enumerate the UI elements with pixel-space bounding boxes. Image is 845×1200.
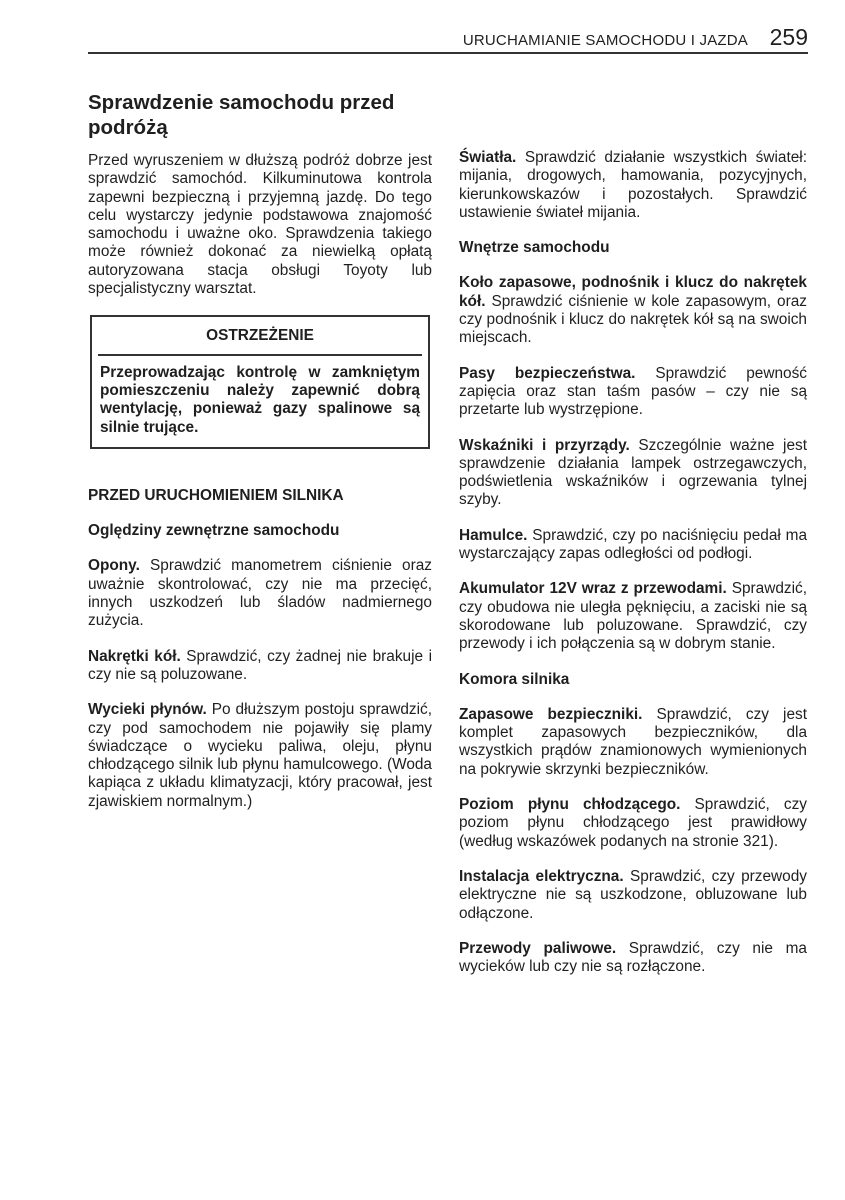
page-header <box>88 26 808 54</box>
item-seat-belts <box>459 365 807 420</box>
item-electrical <box>459 868 807 923</box>
item-text: Sprawdzić, czy jest komplet zapasowych bezpieczników, dla wszystkich prądów znamionowych wymienionych na pokrywie skrzynki bezpieczników. <box>459 705 807 778</box>
item-text: Sprawdzić, czy żadnej nie brakuje i czy nie są poluzowane. <box>88 647 432 683</box>
subheading-engine: Komora silnika <box>459 670 570 688</box>
left-column <box>88 90 432 828</box>
item-text: Sprawdzić ciśnienie w kole zapasowym, oraz czy podnośnik i klucz do nakrętek kół są na swoich miejscach. <box>459 292 807 347</box>
item-lead: Nakrętki kół. <box>88 647 181 665</box>
item-lead: Akumulator 12V wraz z przewodami. <box>459 580 727 598</box>
section-heading: PRZED URUCHOMIENIEM SILNIKA <box>88 486 344 504</box>
intro-paragraph: Przed wyruszeniem w dłuższą podróż dobrze jest sprawdzić samochód. Kilkuminutowa kontrola zapewni bezpieczną i przyjemną jazdę. Do tego celu wystarczy jedynie podstawowa znajomość samochodu i uważne oko. Sprawdzenia takiego może również dokonać za niewielką opłatą autoryzowana stacja obsługi Toyoty lub specjalistyczny warsztat. <box>88 152 432 298</box>
item-text: Sprawdzić działanie wszystkich świateł: mijania, drogowych, hamowania, pozycyjnych, kierunkowskazów i pozostałych. Sprawdzić ustawienie świateł mijania. <box>459 149 807 221</box>
item-text: Szczególnie ważne jest sprawdzenie działania lampek ostrzegawczych, podświetlenia wskaźników i ogrzewania tylnej szyby. <box>459 436 807 509</box>
item-lead: Zapasowe bezpieczniki. <box>459 705 643 723</box>
item-text: Sprawdzić pewność zapięcia oraz stan taśm pasów – czy nie są przetarte lub wystrzępione. <box>459 364 807 419</box>
item-text: Sprawdzić, czy po naciśnięciu pedał ma wystarczający zapas odległości od podłogi. <box>459 526 807 563</box>
item-text: Sprawdzić manometrem ciśnienie oraz uważnie skontrolować, czy nie ma przecięć, innych uszkodzeń lub śladów nadmiernego zużycia. <box>88 557 432 630</box>
item-lead: Pasy bezpieczeństwa. <box>459 364 636 382</box>
item-text: Sprawdzić, czy nie ma wycieków lub czy nie są rozłączone. <box>459 939 807 976</box>
item-lead: Instalacja elektryczna. <box>459 867 624 885</box>
item-lead: Poziom płynu chłodzącego. <box>459 796 681 814</box>
item-lead: Wskaźniki i przyrządy. <box>459 436 630 454</box>
item-lead: Hamulce. <box>459 526 528 544</box>
warning-text: Przeprowadzając kontrolę w zamkniętym pomieszczeniu należy zapewnić dobrą wentylację, ponieważ gazy spalinowe są silnie trujące. <box>100 363 420 436</box>
item-tyres <box>88 557 432 630</box>
item-text: Po dłuższym postoju sprawdzić, czy pod samochodem nie pojawiły się plamy świadczące o wycieku paliwa, oleju, płynu chłodzącego silnik lub płynu hamulcowego. (Woda kapiąca z układu klimatyzacji, który pracował, jest zjawiskiem normalnym.) <box>88 701 432 810</box>
running-head: URUCHAMIANIE SAMOCHODU I JAZDA <box>462 32 748 49</box>
item-gauges <box>459 437 807 510</box>
item-lead: Przewody paliwowe. <box>459 939 617 957</box>
item-lead: Opony. <box>88 557 140 575</box>
item-battery <box>459 580 807 653</box>
item-wheel-nuts <box>88 648 432 685</box>
item-brakes <box>459 527 807 564</box>
item-lead: Światła. <box>459 149 517 166</box>
subheading-exterior: Oględziny zewnętrzne samochodu <box>88 522 340 540</box>
item-spare-wheel <box>459 274 807 347</box>
item-spare-fuses <box>459 706 807 779</box>
page-number: 259 <box>769 24 808 50</box>
item-lights <box>459 149 807 222</box>
item-text: Sprawdzić, czy przewody elektryczne nie są uszkodzone, obluzowane lub odłączone. <box>459 867 807 922</box>
item-fluid-leaks <box>88 701 432 811</box>
right-column <box>459 149 807 993</box>
item-coolant-level <box>459 796 807 851</box>
item-text: Sprawdzić, czy poziom płynu chłodzącego jest prawidłowy (według wskazówek podanych na stronie 321). <box>459 796 807 850</box>
item-fuel-lines <box>459 940 807 977</box>
page-title: Sprawdzenie samochodu przed podróżą <box>88 91 395 139</box>
item-lead: Wycieki płynów. <box>88 701 207 719</box>
warning-title: OSTRZEŻENIE <box>98 317 422 355</box>
subheading-interior: Wnętrze samochodu <box>459 239 610 257</box>
item-lead: Koło zapasowe, podnośnik i klucz do nakrętek kół. <box>459 274 807 310</box>
item-text: Sprawdzić, czy obudowa nie uległa pęknięciu, a zaciski nie są skorodowane lub poluzowane. Sprawdzić, czy przewody i ich połączenia są w dobrym stanie. <box>459 580 807 653</box>
warning-box <box>90 315 430 448</box>
